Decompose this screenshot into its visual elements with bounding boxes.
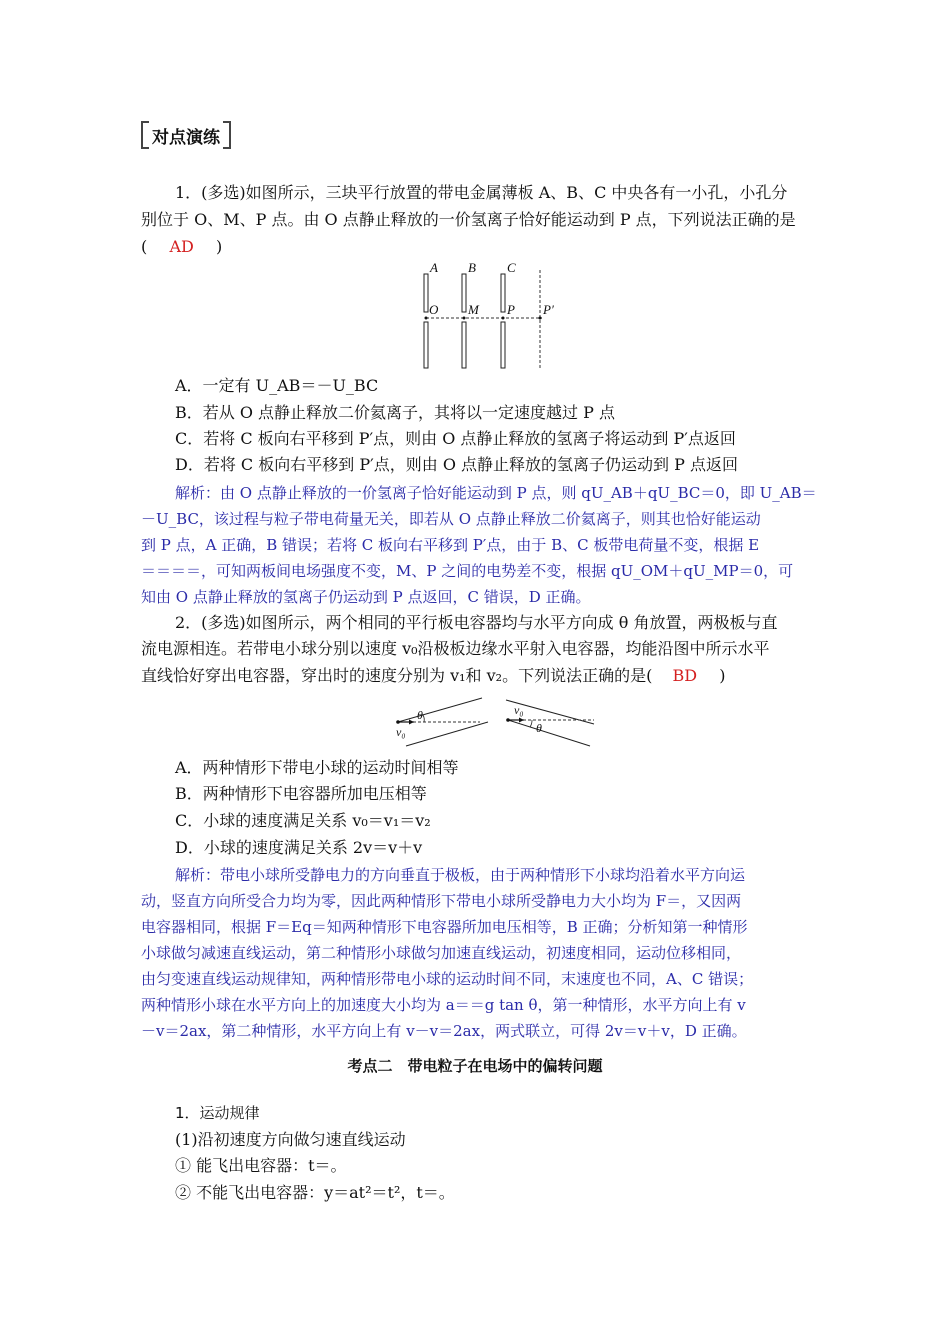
- right-arrow-head: [519, 718, 524, 723]
- left-ball: [396, 720, 400, 724]
- q1-option-a: A．一定有 U_AB＝－U_BC: [175, 376, 379, 395]
- plate-b-upper: [462, 274, 466, 312]
- q2-analysis-line4: 小球做匀减速直线运动，第二种情形小球做匀加速直线运动，初速度相同，运动位移相同，: [141, 944, 742, 962]
- q2-analysis-line1: 解析：带电小球所受静电力的方向垂直于极板，由于两种情形下小球均沿着水平方向运: [175, 866, 746, 884]
- left-cap-lower-plate: [406, 722, 488, 746]
- left-angle-arc: [423, 715, 424, 722]
- plate-b-lower: [462, 322, 466, 368]
- q1-answer: AD: [169, 237, 194, 256]
- point-m: [463, 317, 466, 320]
- rule-line3: ② 不能飞出电容器：y＝at²＝t²，t＝。: [175, 1183, 455, 1202]
- left-cap-upper-plate: [398, 698, 482, 722]
- q1-stem-line1: 1．(多选)如图所示，三块平行放置的带电金属薄板 A、B、C 中央各有一小孔，小孔分: [175, 183, 788, 202]
- right-theta-label: θ: [536, 721, 542, 735]
- bracket-right: [223, 121, 231, 149]
- label-p: P: [507, 302, 515, 317]
- plate-c-lower: [501, 322, 505, 368]
- q2-option-c: C．小球的速度满足关系 v₀＝v₁＝v₂: [175, 811, 431, 830]
- label-a: A: [430, 260, 438, 275]
- q2-option-d: D．小球的速度满足关系 2v＝v＋v: [175, 838, 423, 857]
- q2-paren-close: ): [719, 666, 726, 685]
- q2-capacitors-figure: [384, 690, 604, 752]
- q2-analysis-line2: 动，竖直方向所受合力均为零，因此两种情形下带电小球所受静电力大小均为 F＝，又因两: [141, 892, 742, 910]
- section-header: [141, 121, 231, 149]
- bracket-left: [141, 121, 149, 149]
- plate-a-lower: [424, 322, 428, 368]
- q1-paren-open: (: [141, 237, 148, 256]
- q1-option-c: C．若将 C 板向右平移到 P′点，则由 O 点静止释放的氢离子将运动到 P′点返回: [175, 429, 736, 448]
- q1-option-b: B．若从 O 点静止释放二价氦离子，其将以一定速度越过 P 点: [175, 403, 615, 422]
- q2-option-b: B．两种情形下电容器所加电压相等: [175, 784, 427, 803]
- q1-paren-close: ): [216, 237, 223, 256]
- q2-analysis-line5: 由匀变速直线运动规律知，两种情形带电小球的运动时间不同，末速度也不同，A、C 错误；: [141, 970, 754, 988]
- q2-analysis-line6: 两种情形小球在水平方向上的加速度大小均为 a＝＝g tan θ，第一种情形，水平方向上有 v: [141, 996, 746, 1014]
- q2-stem-line1: 2．(多选)如图所示，两个相同的平行板电容器均与水平方向成 θ 角放置，两极板与直: [175, 613, 778, 632]
- q2-stem-line2: 流电源相连。若带电小球分别以速度 v₀沿极板边缘水平射入电容器，均能沿图中所示水平: [141, 639, 770, 658]
- q2-analysis-line7: －v＝2ax，第二种情形，水平方向上有 v－v＝2ax，两式联立，可得 2v＝v＋v，D 正确。: [141, 1022, 747, 1040]
- left-v0-label: v₀: [396, 725, 406, 739]
- q1-analysis-line1: 解析：由 O 点静止释放的一价氢离子恰好能运动到 P 点，则 qU_AB＋qU_BC＝0，即 U_AB＝: [175, 484, 817, 502]
- label-o: O: [429, 302, 439, 317]
- rule-line2: ① 能飞出电容器：t＝。: [175, 1156, 347, 1175]
- label-c: C: [507, 260, 516, 275]
- q2-answer: BD: [672, 666, 698, 685]
- point-o: [425, 317, 428, 320]
- rule-title: 1．运动规律: [175, 1104, 260, 1122]
- right-ball: [506, 718, 510, 722]
- right-cap-lower-plate: [508, 720, 590, 746]
- q2-stem-text: 直线恰好穿出电容器，穿出时的速度分别为 v₁和 v₂。下列说法正确的是(: [141, 666, 653, 685]
- q1-analysis-line3: 到 P 点，A 正确，B 错误；若将 C 板向右平移到 P′点，由于 B、C 板带电荷量不变，根据 E: [141, 536, 760, 554]
- q1-plates-figure: [410, 258, 560, 370]
- q1-analysis-line5: 知由 O 点静止释放的氢离子仍运动到 P 点返回，C 错误，D 正确。: [141, 588, 591, 606]
- q1-analysis-line4: ＝＝＝＝，可知两板间电场强度不变，M、P 之间的电势差不变，根据 qU_OM＋qU_MP＝0，可: [141, 562, 794, 580]
- left-theta-label: θ: [417, 708, 423, 722]
- point-p-prime: [539, 317, 542, 320]
- plate-c-upper: [501, 274, 505, 312]
- right-v0-label: v₀: [514, 703, 524, 717]
- right-angle-arc: [530, 720, 532, 727]
- section-header-text: 对点演练: [152, 127, 220, 148]
- q2-analysis-line3: 电容器相同，根据 F＝Eq＝知两种情形下电容器所加电压相等，B 正确；分析知第一种情形: [141, 918, 748, 936]
- q2-option-a: A．两种情形下带电小球的运动时间相等: [175, 758, 459, 777]
- point-p: [502, 317, 505, 320]
- section2-heading: 考点二 带电粒子在电场中的偏转问题: [347, 1057, 603, 1075]
- q1-option-d: D．若将 C 板向右平移到 P′点，则由 O 点静止释放的氢离子仍运动到 P 点返回: [175, 455, 738, 474]
- q1-answer-line: [141, 234, 222, 260]
- q1-stem-line2: 别位于 O、M、P 点。由 O 点静止释放的一价氢离子恰好能运动到 P 点，下列说法正确的是: [141, 210, 796, 229]
- q1-analysis-line2: －U_BC，该过程与粒子带电荷量无关，即若从 O 点静止释放二价氦离子，则其也恰好能运动: [141, 510, 761, 528]
- label-p-prime: P′: [543, 302, 554, 317]
- plate-a-upper: [424, 274, 428, 312]
- left-arrow-head: [409, 720, 414, 725]
- q2-stem-line3: [141, 663, 726, 689]
- label-b: B: [468, 260, 476, 275]
- label-m: M: [468, 302, 479, 317]
- rule-line1: (1)沿初速度方向做匀速直线运动: [175, 1130, 406, 1149]
